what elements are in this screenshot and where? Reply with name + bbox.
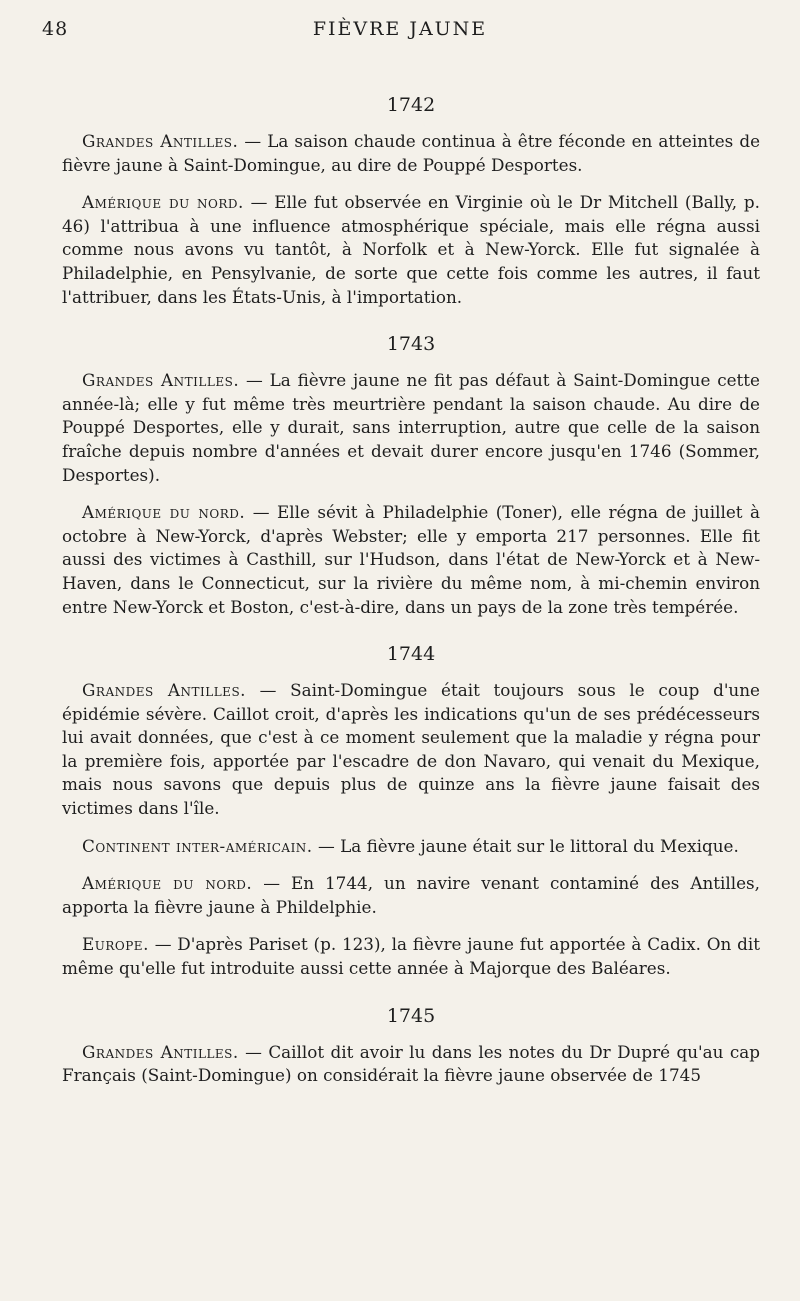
paragraph [62,835,760,859]
paragraph-text: — Caillot dit avoir lu dans les notes du Dr Dupré qu'au cap Français (Saint-Domingue) on considérait la fièvre jaune observée de 1745 [62,1041,760,1086]
paragraph [62,1041,760,1088]
paragraph [62,501,760,619]
paragraph-lead: Amérique du nord. [82,873,253,894]
paragraph-lead: Amérique du nord. [82,192,244,213]
paragraph-text: — Elle fut observée en Virginie où le Dr Mitchell (Bally, p. 46) l'attribua à une influence atmosphérique spéciale, mais elle régna aussi comme nous avons vu tantôt, à Norfolk et à New-Yorck. Elle fut signalée à Philadelphie, en Pensylvanie, de sorte que cette fois comme les autres, il faut l'attribuer, dans les États-Unis, à l'importation. [62,192,760,307]
paragraph-lead: Europe. [82,934,149,955]
paragraph-lead: Grandes Antilles. [82,131,239,151]
body-text [62,92,760,1102]
paragraph [62,933,760,980]
running-title: FIÈVRE JAUNE [312,18,488,40]
page-number: 48 [42,18,69,40]
paragraph [62,130,760,177]
year-heading: 1742 [386,94,436,116]
paragraph-lead: Grandes Antilles. [82,370,240,391]
paragraph-text: — Saint-Domingue était toujours sous le coup d'une épidémie sévère. Caillot croit, d'après les indications qu'un de ses prédécesseurs lui avait données, que c'est à ce moment seulement que la maladie y régna pour la première fois, apportée par l'escadre de don Navaro, qui venait du Mexique, mais nous savons que depuis plus de quinze ans la fièvre jaune faisait des victimes dans l'île. [62,680,760,819]
paragraph-lead: Continent inter-américain. [82,835,313,856]
paragraph-lead: Grandes Antilles. [82,680,246,701]
year-section-1742 [62,92,760,309]
year-section-1744 [62,641,760,981]
paragraph-text: — La fièvre jaune ne fit pas défaut à Saint-Domingue cette année-là; elle y fut même très meurtrière pendant la saison chaude. Au dire de Pouppé Desportes, elle y durait, sans interruption, autre que celle de la saison fraîche depuis nombre d'années et devait durer encore jusqu'en 1746 (Sommer, Desportes). [62,370,760,485]
year-section-1745 [62,1003,760,1088]
paragraph [62,369,760,487]
paragraph-text: — Elle sévit à Philadelphie (Toner), elle régna de juillet à octobre à New-Yorck, d'après Webster; elle y emporta 217 personnes. Elle fit aussi des victimes à Casthill, sur l'Hudson, dans l'état de New-Yorck et à New-Haven, dans le Connecticut, sur la rivière du même nom, à mi-chemin environ entre New-Yorck et Boston, c'est-à-dire, dans un pays de la zone très tempérée. [62,502,760,617]
paragraph-text: — La fièvre jaune était sur le littoral du Mexique. [312,835,739,856]
year-section-1743 [62,331,760,619]
paragraph [62,872,760,919]
paragraph-lead: Amérique du nord. [82,502,246,523]
year-heading: 1744 [386,643,436,666]
year-heading: 1743 [386,333,436,356]
paragraph [62,679,760,821]
paragraph-text: — D'après Pariset (p. 123), la fièvre jaune fut apportée à Cadix. On dit même qu'elle fut introduite aussi cette année à Majorque des Baléares. [62,934,760,979]
paragraph-lead: Grandes Antilles. [82,1041,239,1062]
paragraph-text: — La saison chaude continua à être féconde en atteintes de fièvre jaune à Saint-Domingue, au dire de Pouppé Desportes. [62,131,760,175]
year-heading: 1745 [386,1004,436,1027]
running-head [0,16,800,46]
paragraph-text: — En 1744, un navire venant contaminé des Antilles, apporta la fièvre jaune à Phildelphie. [62,873,761,917]
paragraph [62,191,760,309]
